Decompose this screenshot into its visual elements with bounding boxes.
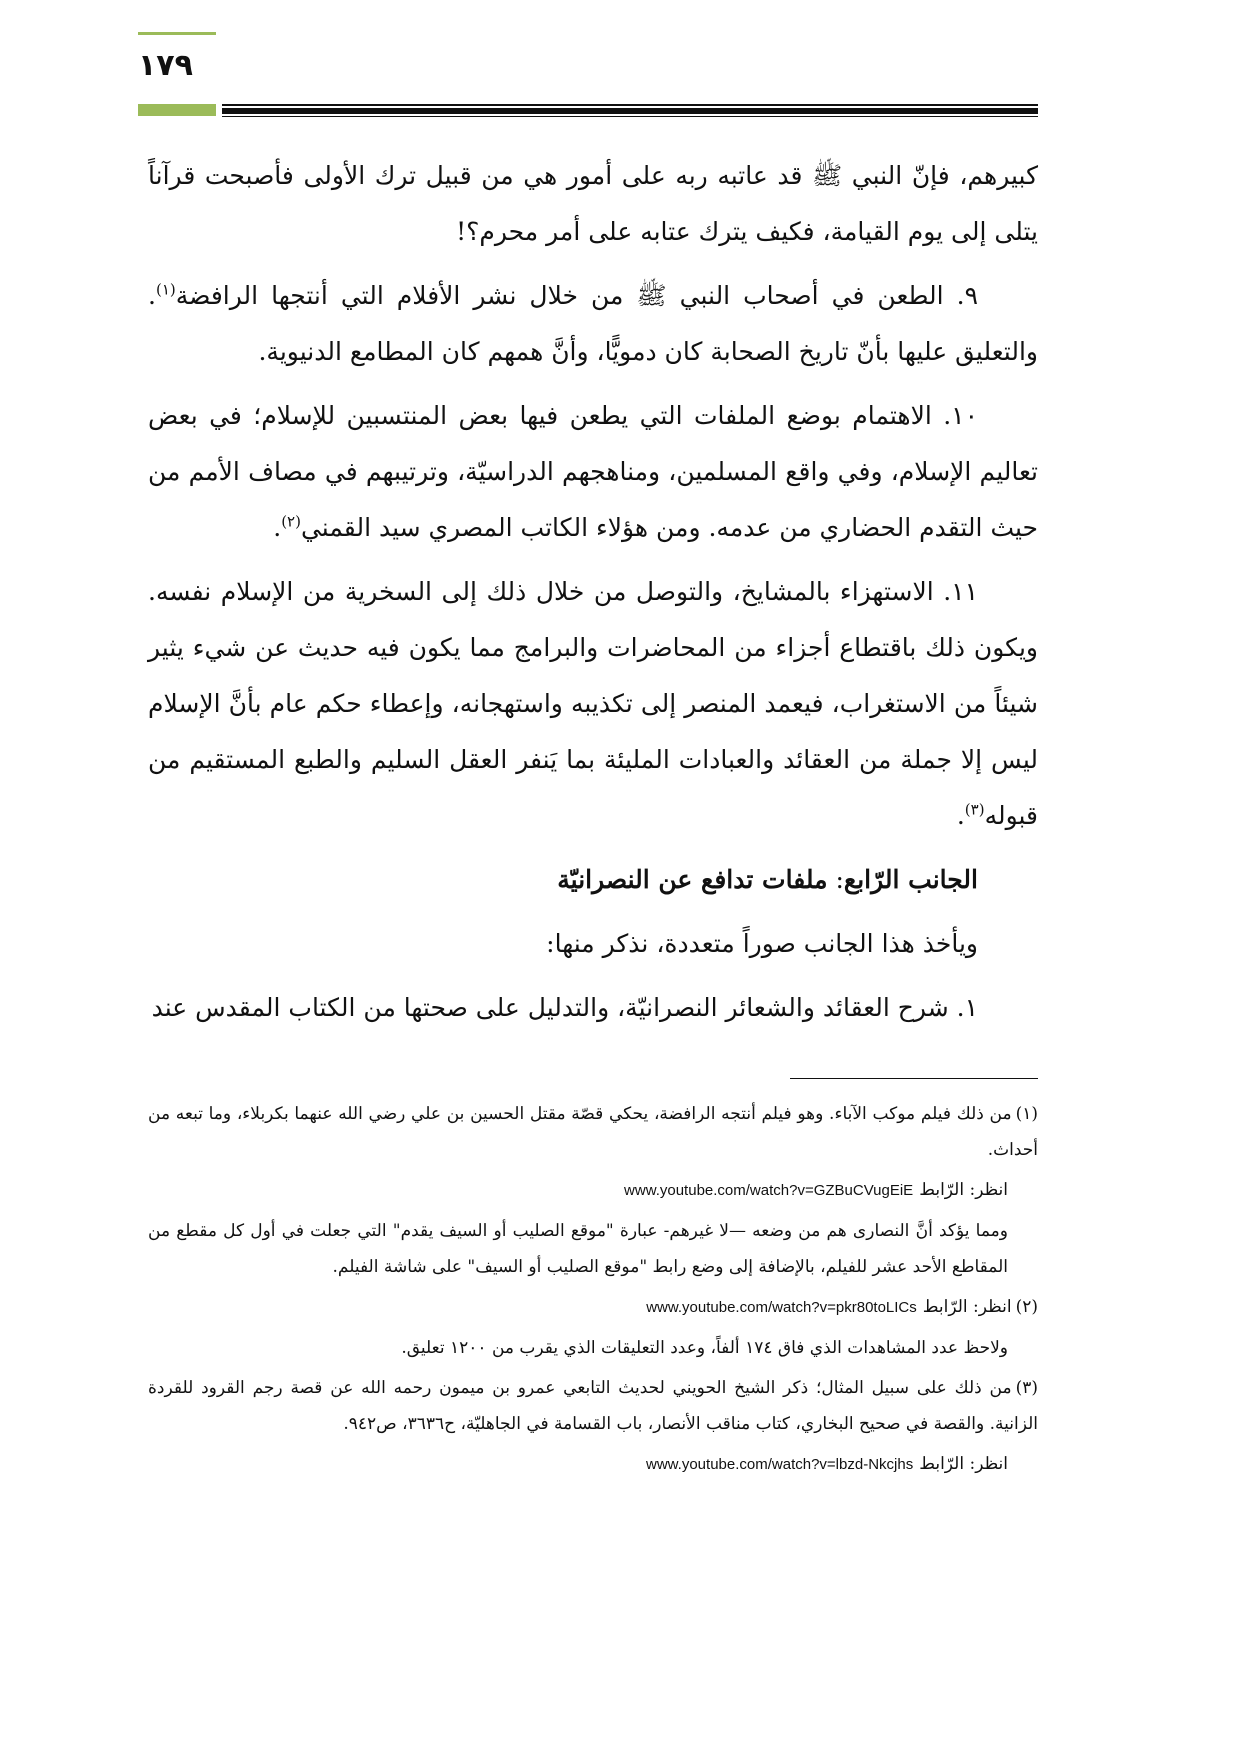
footnote-ref-3[interactable]: (٣) xyxy=(964,800,985,819)
header-rule-thick xyxy=(222,108,1038,114)
paragraph-9-text: ٩. الطعن في أصحاب النبي ﷺ من خلال نشر الأفلام التي أنتجها الرافضة xyxy=(175,281,978,310)
section-heading-label: الجانب الرّابع xyxy=(843,865,978,894)
footnote-separator xyxy=(790,1078,1038,1079)
paragraph-1: كبيرهم، فإنّ النبي ﷺ قد عاتبه ربه على أمور هي من قبيل ترك الأولى فأصبحت قرآناً يتلى إلى يوم القيامة، فكيف يترك عتابه على أمر محرم؟! xyxy=(148,161,1038,246)
section-heading-title: ملفات تدافع عن النصرانيّة xyxy=(557,865,828,894)
section-heading xyxy=(148,852,1038,908)
section-heading-separator: : xyxy=(827,865,844,894)
footnote-1-text: من ذلك فيلم موكب الآباء. وهو فيلم أنتجه الرافضة، يحكي قصّة مقتل الحسين بن علي رضي الله عنهما بكربلاء، وما تبعه من أحداث. xyxy=(148,1104,1038,1160)
footnote-1 xyxy=(148,1096,1038,1168)
header-rule-top xyxy=(222,104,1038,106)
paragraph-9 xyxy=(148,268,1038,380)
footnote-1-extra: ومما يؤكد أنَّ النصارى هم من وضعه —لا غيرهم- عبارة "موقع الصليب أو السيف يقدم" التي جعلت في أول كل مقطع من المقاطع الأحد عشر للفيلم، بالإضافة إلى وضع رابط "موقع الصليب أو السيف" على شاشة الفيلم. xyxy=(148,1221,1008,1277)
header-accent-line xyxy=(138,32,216,35)
footnote-2-url[interactable]: www.youtube.com/watch?v=pkr80toLICs xyxy=(646,1299,917,1316)
page-number: ١٧٩ xyxy=(138,48,193,83)
header-accent-bar xyxy=(138,104,216,116)
footnote-ref-1[interactable]: (١) xyxy=(155,280,176,299)
footnote-1-link-label: انظر: الرّابط xyxy=(919,1180,1008,1200)
footnote-1-link-line xyxy=(148,1172,1038,1209)
footnote-2-number: (٢) xyxy=(1015,1297,1038,1317)
footnote-3-number: (٣) xyxy=(1015,1378,1038,1398)
footnote-3-url[interactable]: www.youtube.com/watch?v=lbzd-Nkcjhs xyxy=(646,1456,914,1473)
footnotes xyxy=(148,1096,1038,1487)
footnote-3 xyxy=(148,1370,1038,1442)
footnote-ref-2[interactable]: (٢) xyxy=(281,512,301,531)
paragraph-11-text: ١١. الاستهزاء بالمشايخ، والتوصل من خلال ذلك إلى السخرية من الإسلام نفسه. ويكون ذلك باقتطاع أجزاء من المحاضرات والبرامج مما يكون فيه حديث عن شيء يثير شيئاً من الاستغراب، فيعمد المنصر إلى تكذيبه واستهجانه، وإعطاء حكم عام بأنَّ الإسلام ليس إلا جملة من العقائد والعبادات المليئة بما يَنفر العقل السليم والطبع المستقيم من قبوله xyxy=(148,577,1038,830)
footnote-3-text: من ذلك على سبيل المثال؛ ذكر الشيخ الحويني لحديث التابعي عمرو بن ميمون رحمه الله عن قصة رجم القرود للقردة الزانية. والقصة في صحيح البخاري، كتاب مناقب الأنصار، باب القسامة في الجاهليّة، ح٣٦٣٦، ص٩٤٢. xyxy=(148,1378,1038,1434)
paragraph-10-text: ١٠. الاهتمام بوضع الملفات التي يطعن فيها بعض المنتسبين للإسلام؛ في بعض تعاليم الإسلام، وفي واقع المسلمين، ومناهجهم الدراسيّة، وترتيبهم في مصاف الأمم من حيث التقدم الحضاري من عدمه. ومن هؤلاء الكاتب المصري سيد القمني xyxy=(148,401,1038,542)
footnote-2-extra: ولاحظ عدد المشاهدات الذي فاق ١٧٤ ألفاً، وعدد التعليقات الذي يقرب من ١٢٠٠ تعليق. xyxy=(401,1338,1008,1358)
footnote-2 xyxy=(148,1289,1038,1326)
footnote-1-url[interactable]: www.youtube.com/watch?v=GZBuCVugEiE xyxy=(624,1182,914,1199)
footnote-1-number: (١) xyxy=(1015,1104,1038,1124)
footnote-2-link-label: انظر: الرّابط xyxy=(922,1297,1012,1317)
paragraph-10-tail: . xyxy=(273,513,282,542)
paragraph-9-tail: . والتعليق عليها بأنّ تاريخ الصحابة كان دمويًّا، وأنَّ همهم كان المطامع الدنيوية. xyxy=(148,281,1038,366)
main-text xyxy=(148,148,1038,1044)
footnote-3-link-line xyxy=(148,1446,1038,1483)
paragraph-list-1: ١. شرح العقائد والشعائر النصرانيّة، والتدليل على صحتها من الكتاب المقدس عند xyxy=(151,993,978,1022)
paragraph-10 xyxy=(148,388,1038,556)
footnote-3-link-label: انظر: الرّابط xyxy=(919,1454,1008,1474)
section-intro: ويأخذ هذا الجانب صوراً متعددة، نذكر منها: xyxy=(546,929,978,958)
paragraph-11-tail: . xyxy=(956,801,965,830)
paragraph-11 xyxy=(148,564,1038,844)
header-rule-bottom xyxy=(222,116,1038,117)
